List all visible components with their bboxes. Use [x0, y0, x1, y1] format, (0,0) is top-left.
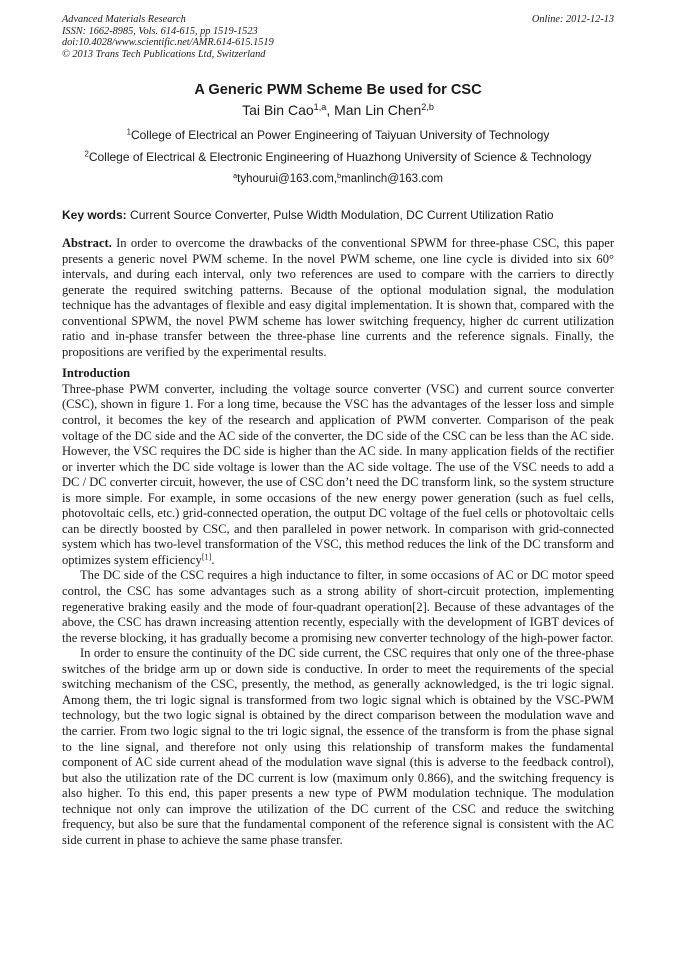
email-b[interactable]: manlinch@163.com [341, 173, 443, 185]
affiliation-1-text: College of Electrical an Power Engineering of Taiyuan University of Technology [130, 128, 550, 142]
email-a-sup: a [232, 170, 238, 180]
author-2: Man Lin Chen [334, 102, 422, 118]
intro-paragraph-2: The DC side of the CSC requires a high inductance to filter, in some occasions of AC or DC motor speed control, the CSC has some advantages such as a strong ability of short-circuit protection, implementing regenerative braking easily and the mode of four-quadrant operation[2]. Because of these advantages of the above, the CSC has drawn increasing attention recently, especially with the development of IGBT devices of the reverse blocking, it has gradually become a promising new converter technology of the high-power factor. [62, 568, 614, 645]
intro-paragraph-1 [62, 382, 614, 569]
copyright-line: © 2013 Trans Tech Publications Ltd, Switzerland [62, 48, 266, 60]
author-1: Tai Bin Cao [242, 102, 314, 118]
intro-p1-text: Three-phase PWM converter, including the voltage source converter (VSC) and current source converter (CSC), shown in figure 1. For a long time, because the VSC has the advantages of the lesser loss and simple control, it becomes the key of the research and application of PWM converter. Comparison of the peak voltage of the DC side and the AC side of the converter, the DC side of the CSC can be less than the AC side. However, the VSC requires the DC side is higher than the AC side. In many application fields of the rectifier or inverter which the DC side voltage is lower than the AC side voltage. The use of the VSC needs to add a DC / DC converter circuit, however, the use of CSC don’t need the DC transform link, so the system structure is more simple. For example, in some occasions of the new energy power generation (such as fuel cells, photovoltaic cells, etc.) grid-connected operation, the output DC voltage of the fuel cells or photovoltaic cells can be directly boosted by CSC, and then paralleled in power network. In comparison with grid-connected system which has two-level transformation of the VSC, this method reduces the link of the DC transform and optimizes system efficiency [62, 381, 614, 567]
author-list [62, 100, 614, 120]
affiliation-1-sup: 1 [126, 127, 131, 137]
online-date: Online: 2012-12-13 [531, 14, 614, 25]
abstract [62, 236, 614, 360]
author-2-sup: 2,b [421, 102, 434, 112]
affiliation-1 [62, 128, 614, 142]
section-heading-introduction: Introduction [62, 366, 131, 381]
author-1-sup: 1,a [313, 102, 327, 112]
keywords-text: Current Source Converter, Pulse Width Modulation, DC Current Utilization Ratio [126, 208, 554, 222]
keywords [62, 207, 622, 223]
doi-line: doi:10.4028/www.scientific.net/AMR.614-615.1519 [62, 37, 274, 49]
journal-name: Advanced Materials Research [62, 14, 186, 25]
affiliation-2-sup: 2 [84, 149, 89, 159]
intro-p1-end: . [211, 552, 215, 567]
author-separator: , [326, 102, 335, 118]
email-b-sup: b [337, 170, 342, 180]
paper-body [62, 236, 614, 848]
abstract-text: In order to overcome the drawbacks of the conventional SPWM for three-phase CSC, this paper presents a generic novel PWM scheme. In the novel PWM scheme, one line cycle is divided into six 60° intervals, and during each interval, only two references are used to compare with the carriers to directly generate the required switching patterns. Because of the optional modulation signal, the modulation technique has the advantages of flexible and easy digital implementation. It is shown that, compared with the conventional SPWM, the novel PWM scheme has lower switching frequency, higher dc current utilization ratio and in-phase transfer between the three-phase line currents and the reference signals. Finally, the propositions are verified by the experimental results. [62, 236, 614, 359]
keywords-label: Key words: [62, 208, 127, 222]
title-block [62, 80, 614, 186]
issn-line: ISSN: 1662-8985, Vols. 614-615, pp 1519-1523 [62, 25, 258, 37]
intro-paragraph-3: In order to ensure the continuity of the DC side current, the CSC requires that only one of the three-phase switches of the bridge arm up or down side is conductive. In order to meet the requirements of the special switching mechanism of the CSC, presently, the method, as generally acknowledged, is the tri logic signal. Among them, the tri logic signal is transformed from two logic signal which is obtained by the VSC-PWM technology, but the two logic signal is obtained by the direct comparison between the modulation wave and the carrier. From two logic signal to the tri logic signal, the essence of the transform is from the phase signal to the line signal, and therefore not only using this relationship of transform makes the fundamental component of AC side current ahead of the modulation wave signal (this is adverse to the feedback control), but also the utilization rate of the DC current is low (maximum only 0.866), and the switching frequency is also higher. To this end, this paper presents a new type of PWM modulation technique. The modulation technique not only can improve the utilization of the DC current of the CSC and reduce the switching frequency, but also be sure that the fundamental component of the reference signal is consistent with the AC side current in phase to achieve the same phase transfer. [62, 646, 614, 847]
email-a[interactable]: tyhourui@163.com, [237, 173, 338, 185]
paper-title: A Generic PWM Scheme Be used for CSC [194, 82, 482, 98]
page-header [62, 14, 614, 60]
citation-1[interactable]: [1] [201, 552, 212, 562]
abstract-label: Abstract. [62, 236, 112, 250]
author-emails [62, 172, 614, 186]
affiliation-2 [62, 150, 614, 164]
affiliation-2-text: College of Electrical & Electronic Engineering of Huazhong University of Science & Technology [88, 150, 592, 164]
